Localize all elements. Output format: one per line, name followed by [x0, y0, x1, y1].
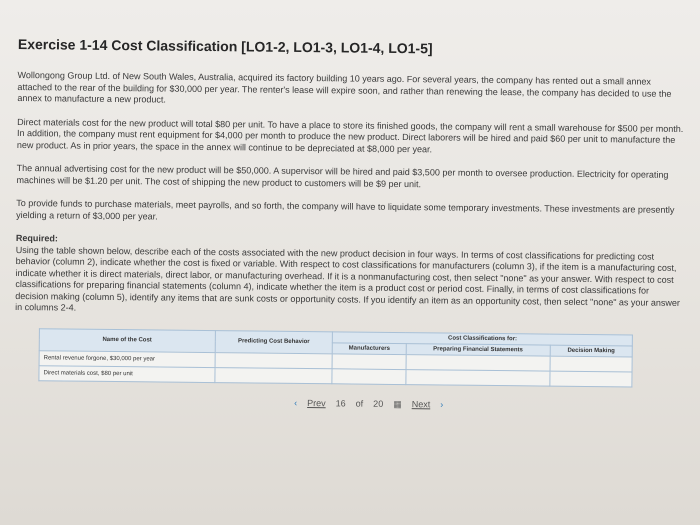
- header-name-of-cost: Name of the Cost: [39, 328, 215, 352]
- total-pages: 20: [373, 398, 384, 409]
- header-predicting-cost-behavior: Predicting Cost Behavior: [215, 330, 333, 353]
- row-cell-manufacturers[interactable]: [332, 353, 406, 369]
- paragraph-1: Wollongong Group Ltd. of New South Wales, Australia, acquired its factory building 10 years ago. For several years, the company has rented out a small annex attached to the rear of the building for $30,000 per year. The renter's lease will expire soon, and rather than renewing the lease, the company has decided to use the annex to manufacture a new product.: [17, 69, 672, 105]
- required-label: Required:: [15, 232, 58, 244]
- cost-classification-table: [38, 328, 633, 387]
- row-cell-financial-statements[interactable]: [406, 354, 550, 371]
- header-manufacturers: Manufacturers: [333, 342, 407, 354]
- row-cell-predicting[interactable]: [215, 352, 333, 368]
- header-preparing-financial-statements: Preparing Financial Statements: [406, 343, 550, 356]
- prev-button[interactable]: Prev: [307, 398, 326, 409]
- chevron-left-icon[interactable]: ‹: [294, 397, 298, 408]
- paragraph-4: To provide funds to purchase materials, meet payrolls, and so forth, the company will have to liquidate some temporary investments. These investments are presently yielding a return of $3,000 per year.: [16, 197, 675, 221]
- chevron-right-icon[interactable]: ›: [440, 399, 444, 410]
- current-page: 16: [335, 398, 346, 409]
- row-cell-predicting[interactable]: [215, 367, 333, 383]
- required-text: Using the table shown below, describe each of the costs associated with the new product decision in four ways. In terms of cost classifications for predicting cost behavior (column 2), indicate whether the cost is fixed or variable. With respect to cost classifications for manufacturers (column 3), if the item is a manufacturing cost, indicate whether it is direct materials, direct labor, or manufacturing overhead. If it is a nonmanufacturing cost, then select "none" as your answer. With respect to cost classifications for preparing financial statements (column 4), indicate whether the item is a product cost or period cost. Finally, in terms of cost classifications for decision making (column 5), identify any items that are sunk costs or opportunity costs. If you identify an item as an opportunity cost, then select "none" as your answer in columns 2-4.: [15, 244, 681, 313]
- row-cost-name: Rental revenue forgone, $30,000 per year: [39, 350, 215, 367]
- row-cost-name: Direct materials cost, $80 per unit: [39, 365, 215, 382]
- row-cell-manufacturers[interactable]: [332, 368, 406, 384]
- header-decision-making: Decision Making: [550, 345, 632, 357]
- of-label: of: [355, 398, 364, 409]
- row-cell-decision-making[interactable]: [550, 356, 632, 372]
- row-cell-decision-making[interactable]: [550, 371, 632, 387]
- pagination-bar: [294, 397, 682, 412]
- paragraph-2: Direct materials cost for the new product will total $80 per unit. To have a place to store its finished goods, the company will rent a small warehouse for $500 per month. In addition, the company must rent equipment for $4,000 per month to produce the new product. Direct laborers will be hired and paid $60 per unit to manufacture the new product. As in prior years, the space in the annex will continue to be depreciated at $8,000 per year.: [16, 116, 684, 154]
- exercise-title: Exercise 1-14 Cost Classification [LO1-2, LO1-3, LO1-4, LO1-5]: [17, 36, 433, 57]
- grid-icon[interactable]: ▦: [393, 398, 402, 409]
- row-cell-financial-statements[interactable]: [406, 369, 550, 386]
- exercise-content: [14, 36, 686, 412]
- paragraph-3: The annual advertising cost for the new product will be $50,000. A supervisor will be hired and paid $3,500 per month to oversee production. Electricity for operating machines will be $1.20 per unit. The cost of shipping the new product to customers will be $9 per unit.: [16, 162, 669, 189]
- next-button[interactable]: Next: [411, 399, 431, 410]
- header-cost-classifications-for: Cost Classifications for:: [333, 331, 633, 345]
- required-block: [15, 233, 684, 320]
